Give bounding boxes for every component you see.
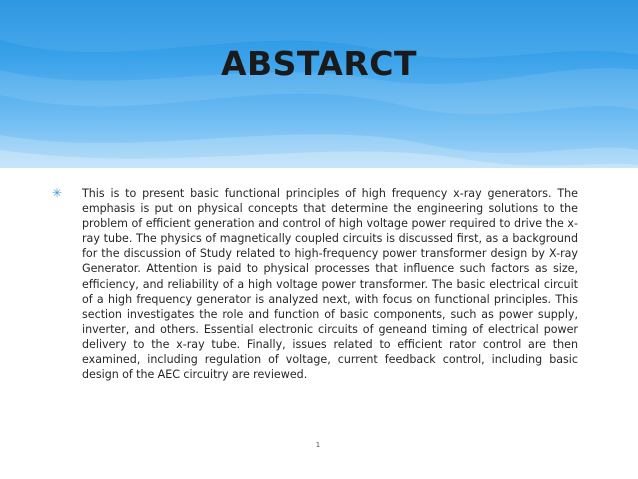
abstract-paragraph: This is to present basic functional principles of high frequency x-ray generators. The emphasis is put on physical concepts that determine the engineering solutions to the problem of efficient generation and control of high voltage power required to drive the x-ray tube. The physics of magnetically coupled circuits is discussed first, as a background for the discussion of Study related to high-frequency power transformer design by X-ray Generator. Attention is paid to physical processes that influence such factors as size, efficiency, and reliability of a high voltage power transformer. The basic electrical circuit of a high frequency generator is analyzed next, with focus on functional principles. This section investigates the role and function of basic components, such as power supply, inverter, and others. Essential electronic circuits of geneand timing of electrical power delivery to the x-ray tube. Finally, issues related to efficient rator control are then examined, including regulation of voltage, current feedback control, including basic design of the AEC circuitry are reviewed. [82,187,578,382]
wave-decoration-icon [0,0,638,168]
content-body [52,186,578,382]
page-number: 1 [315,441,321,449]
slide-title: ABSTARCT [220,44,418,83]
header-band [0,0,638,168]
bullet-icon: ✳ [52,186,63,200]
